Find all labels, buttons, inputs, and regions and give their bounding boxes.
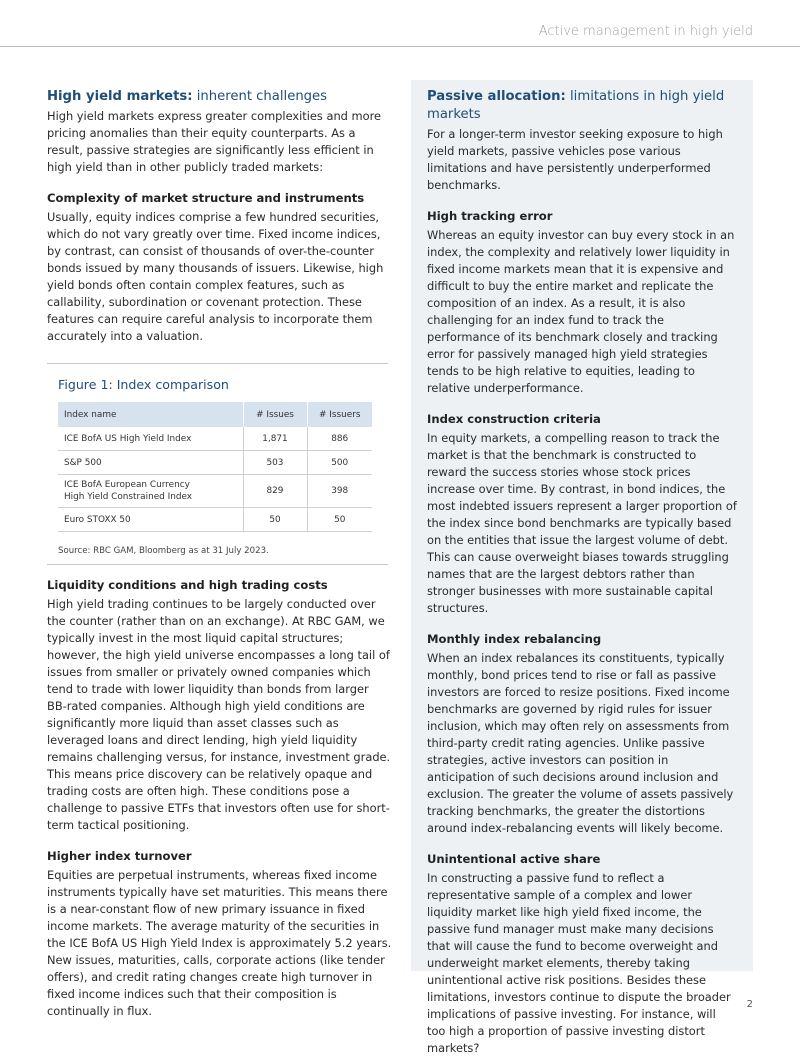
table-cell: 503	[243, 451, 307, 475]
table-row	[58, 451, 372, 475]
header-rule	[0, 46, 800, 47]
running-header: Active management in high yield	[538, 24, 753, 39]
table-row	[58, 427, 372, 451]
paragraph-active-share: In constructing a passive fund to reflect a representative sample of a complex and lower liquidity market like high yield fixed income, the passive fund manager must make many decisions that will cause the fund to become overweight and underweight market elements, thereby taking unintentional active risk positions. Besides these limitations, investors continue to dispute the broader implications of passive investing. For instance, will too high a proportion of passive investing distort markets?	[427, 871, 731, 1055]
left-column	[47, 88, 392, 1020]
table-cell: 1,871	[243, 427, 307, 451]
table-cell: 500	[307, 451, 372, 475]
table-cell: 50	[243, 508, 307, 532]
subheading-tracking-error: High tracking error	[427, 209, 553, 223]
section-heading-challenges	[47, 88, 392, 106]
section-heading-passive	[427, 88, 737, 124]
paragraph-turnover: Equities are perpetual instruments, whereas fixed income instruments typically have set maturities. This means there is a near-constant flow of new primary issuance in fixed income markets. The average maturity of the securities in the ICE BofA US High Yield Index is approximately 5.2 years. New issues, maturities, calls, corporate actions (like tender offers), and credit rating changes create high turnover in fixed income indices such that their composition is continually in flux.	[47, 868, 392, 1018]
paragraph-index-construction: In equity markets, a compelling reason to track the market is that the benchmark is constructed to reward the success stories whose stock prices increase over time. By contrast, in bond indices, the most indebted issuers represent a larger proportion of the index since bond benchmarks are typically based on the entities that issue the largest volume of debt. This can cause overweight biases towards struggling names that are the largest debtors rather than stronger businesses with more sustainable capital structures.	[427, 431, 737, 615]
subheading-complexity: Complexity of market structure and instruments	[47, 191, 365, 205]
table-cell: ICE BofA US High Yield Index	[58, 427, 243, 451]
column-header: Index name	[58, 402, 243, 427]
heading-rest: limitations in high yield markets	[427, 89, 725, 122]
table-cell: Euro STOXX 50	[58, 508, 243, 532]
paragraph-rebalancing: When an index rebalances its constituents, typically monthly, bond prices tend to rise or fall as passive investors are forced to resize positions. Fixed income benchmarks are governed by rigid rules for issuer inclusion, which may often rely on assessments from third-party credit rating agencies. Unlike passive strategies, active investors can position in anticipation of such decisions around inclusion and exclusion. The greater the volume of assets passively tracking benchmarks, the greater the distortions around index-rebalancing events will likely become.	[427, 651, 734, 835]
table-cell: 50	[307, 508, 372, 532]
index-comparison-table	[58, 402, 372, 532]
table-row	[58, 508, 372, 532]
subheading-index-construction: Index construction criteria	[427, 412, 601, 426]
table-header-row	[58, 402, 372, 427]
figure-index-comparison	[47, 363, 388, 565]
table-row	[58, 475, 372, 508]
column-header: # Issuers	[307, 402, 372, 427]
heading-bold: Passive allocation:	[427, 89, 566, 104]
subheading-active-share: Unintentional active share	[427, 852, 601, 866]
paragraph-liquidity: High yield trading continues to be largely conducted over the counter (rather than on an exchange). At RBC GAM, we typically invest in the most liquid capital structures; however, the high yield universe encompasses a long tail of issues from smaller or privately owned companies which tend to trade with lower liquidity than bonds from larger BB-rated companies. Although high yield conditions are significantly more liquid than asset classes such as leveraged loans and direct lending, high yield liquidity remains challenging versus, for instance, investment grade. This means price discovery can be relatively opaque and trading costs are often high. These conditions pose a challenge to passive ETFs that investors often use for short-term tactical positioning.	[47, 597, 391, 832]
right-column-panel	[411, 80, 753, 1055]
subheading-turnover: Higher index turnover	[47, 849, 192, 863]
paragraph-complexity: Usually, equity indices comprise a few hundred securities, which do not vary greatly over time. Fixed income indices, by contrast, can consist of thousands of over-the-counter bonds issued by many thousands of issuers. Likewise, high yield bonds often contain complex features, such as callability, subordination or covenant protection. These features can require careful analysis to incorporate them accurately into a valuation.	[47, 210, 384, 343]
paragraph-tracking-error: Whereas an equity investor can buy every stock in an index, the complexity and relatively lower liquidity in fixed income markets mean that it is expensive and difficult to buy the entire market and replicate the composition of an index. As a result, it is also challenging for an index fund to track the performance of its benchmark closely and tracking error for passively managed high yield strategies tends to be high relative to equities, leading to relative underperformance.	[427, 228, 735, 395]
figure-source: Source: RBC GAM, Bloomberg as at 31 July 2023.	[58, 546, 269, 556]
page-number: 2	[746, 999, 753, 1010]
table-cell: 886	[307, 427, 372, 451]
table-cell: 829	[243, 475, 307, 508]
table-cell: S&P 500	[58, 451, 243, 475]
subheading-liquidity: Liquidity conditions and high trading costs	[47, 578, 328, 592]
table-cell: 398	[307, 475, 372, 508]
figure-title: Figure 1: Index comparison	[58, 377, 229, 392]
column-header: # Issues	[243, 402, 307, 427]
intro-paragraph: For a longer-term investor seeking exposure to high yield markets, passive vehicles pose various limitations and have persistently underperformed benchmarks.	[427, 127, 723, 192]
intro-paragraph: High yield markets express greater complexities and more pricing anomalies than their equity counterparts. As a result, passive strategies are significantly less efficient in high yield than in other publicly traded markets:	[47, 109, 382, 174]
table-cell: ICE BofA European Currency High Yield Constrained Index	[58, 475, 243, 508]
heading-rest: inherent challenges	[192, 89, 328, 104]
subheading-rebalancing: Monthly index rebalancing	[427, 632, 602, 646]
heading-bold: High yield markets:	[47, 89, 193, 104]
